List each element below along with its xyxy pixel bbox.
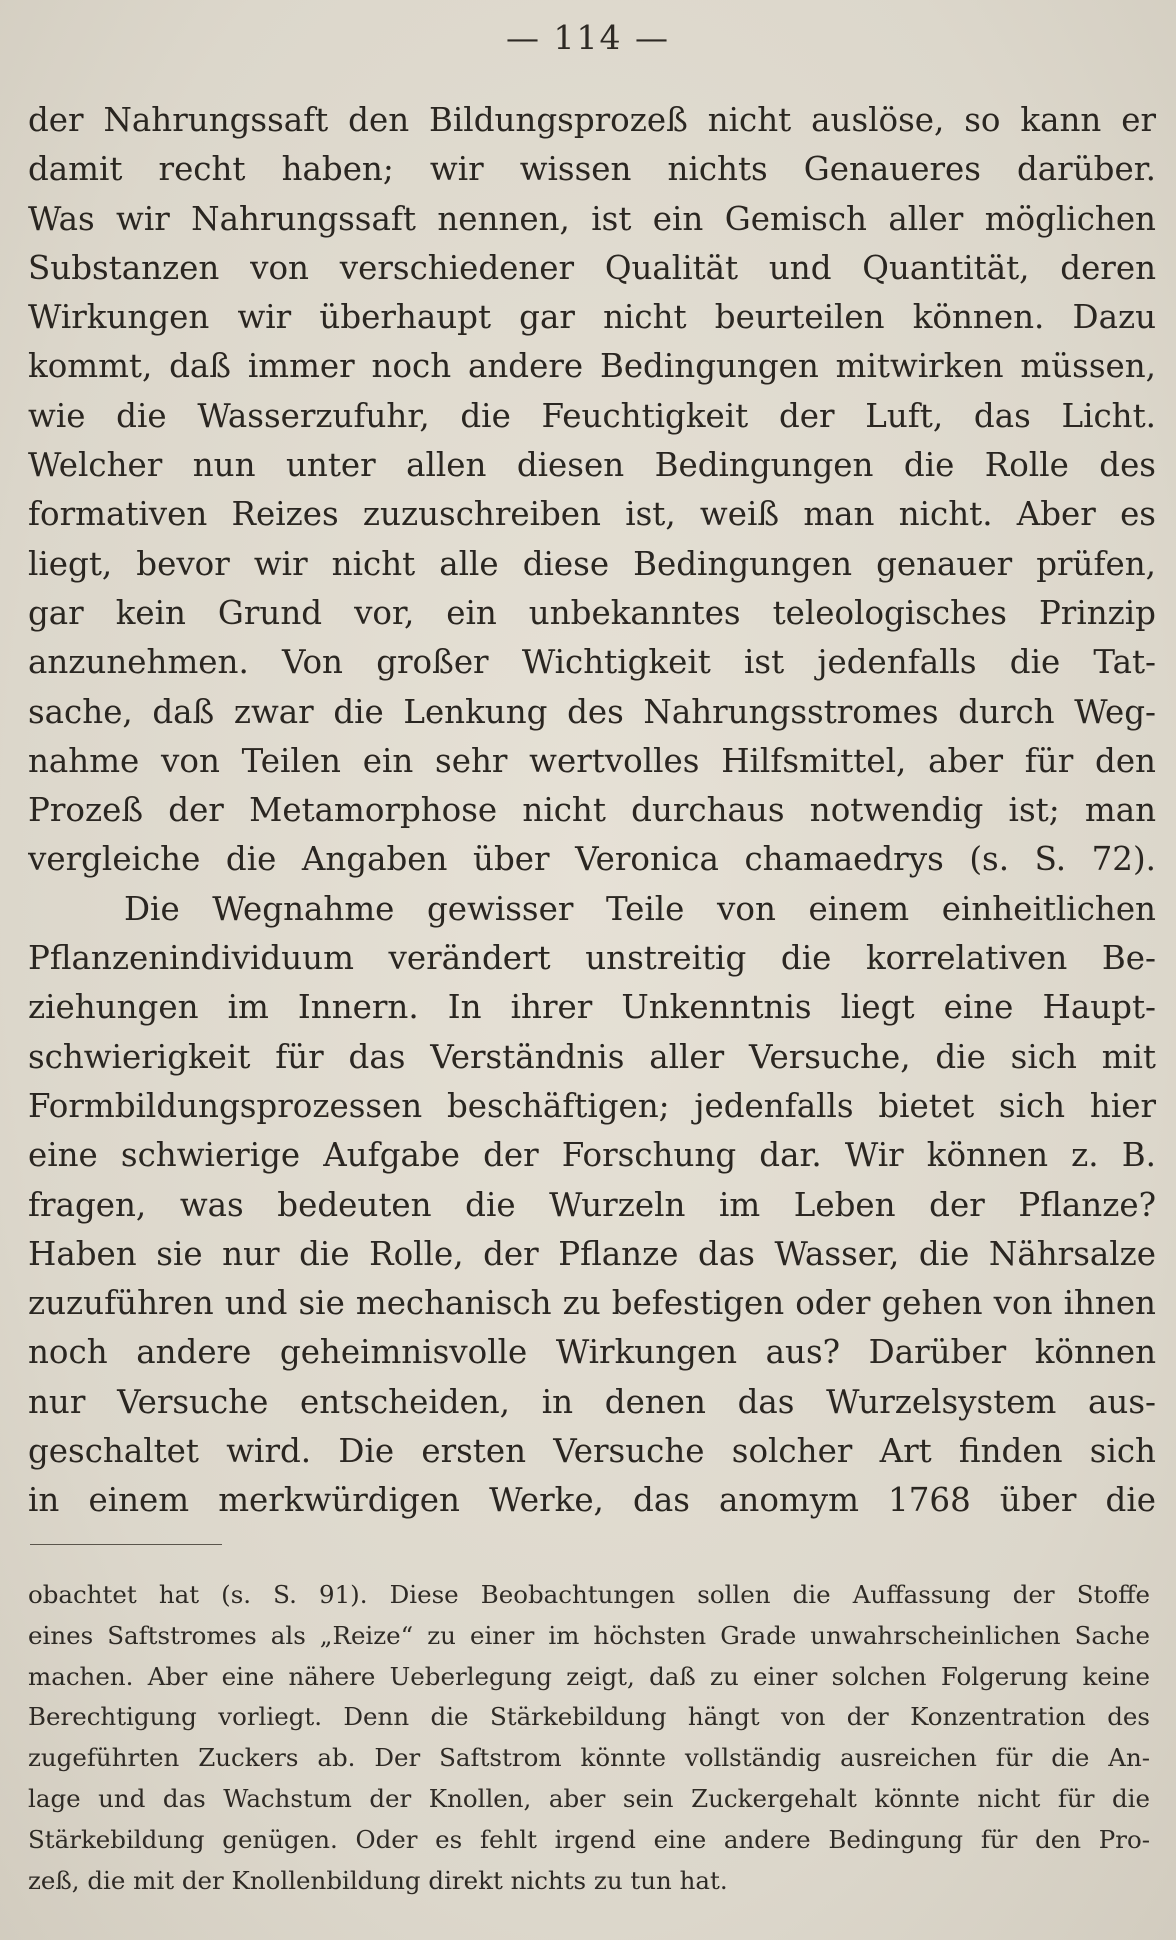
text-line: sache, daß zwar die Lenkung des Nahrungsstromes durch Weg- — [28, 692, 1156, 731]
text-line: eine schwierige Aufgabe der Forschung dar. Wir können z. B. — [28, 1136, 1156, 1175]
page-number: — 114 — — [506, 18, 670, 57]
text-line: liegt, bevor wir nicht alle diese Bedingungen genauer prüfen, — [28, 544, 1156, 583]
text-line: nur Versuche entscheiden, in denen das Wurzelsystem aus- — [28, 1382, 1156, 1421]
text-line: Pflanzenindividuum verändert unstreitig die korrelativen Be- — [28, 939, 1156, 978]
text-line: Formbildungsprozessen beschäftigen; jedenfalls bietet sich hier — [28, 1086, 1156, 1125]
footnote-line: eines Saftstromes als „Reize“ zu einer im höchsten Grade unwahrscheinlichen Sache — [28, 1620, 1150, 1650]
text-line: in einem merkwürdigen Werke, das anomym 1768 über die — [28, 1481, 1156, 1520]
footnote-divider — [30, 1544, 222, 1545]
text-line: vergleiche die Angaben über Veronica chamaedrys (s. S. 72). — [28, 840, 1156, 879]
footnote-line: lage und das Wachstum der Knollen, aber sein Zuckergehalt könnte nicht für die — [28, 1783, 1150, 1813]
paragraph-start-line: Die Wegnahme gewisser Teile von einem einheitlichen — [124, 889, 1156, 928]
footnote-line: Stärkebildung genügen. Oder es fehlt irgend eine andere Bedingung für den Pro- — [28, 1824, 1150, 1854]
text-line: schwierigkeit für das Verständnis aller Versuche, die sich mit — [28, 1037, 1156, 1076]
text-line: Prozeß der Metamorphose nicht durchaus notwendig ist; man — [28, 791, 1156, 830]
footnote-line: machen. Aber eine nähere Ueberlegung zeigt, daß zu einer solchen Folgerung keine — [28, 1661, 1150, 1691]
footnote — [28, 1575, 1150, 1901]
text-line: Welcher nun unter allen diesen Bedingungen die Rolle des — [28, 446, 1156, 485]
footnote-line: zugeführten Zuckers ab. Der Saftstrom könnte vollständig ausreichen für die An- — [28, 1743, 1150, 1773]
main-text — [28, 96, 1156, 1526]
text-line: gar kein Grund vor, ein unbekanntes teleologisches Prinzip — [28, 593, 1156, 632]
text-line: nahme von Teilen ein sehr wertvolles Hilfsmittel, aber für den — [28, 741, 1156, 780]
text-line: Haben sie nur die Rolle, der Pflanze das Wasser, die Nährsalze — [28, 1234, 1156, 1273]
text-line: zuzuführen und sie mechanisch zu befestigen oder gehen von ihnen — [28, 1284, 1156, 1323]
text-line: ziehungen im Innern. In ihrer Unkenntnis liegt eine Haupt- — [28, 988, 1156, 1027]
text-line: noch andere geheimnisvolle Wirkungen aus? Darüber können — [28, 1333, 1156, 1372]
text-line: kommt, daß immer noch andere Bedingungen mitwirken müssen, — [28, 347, 1156, 386]
text-line: wie die Wasserzufuhr, die Feuchtigkeit der Luft, das Licht. — [28, 396, 1156, 435]
text-line: anzunehmen. Von großer Wichtigkeit ist jedenfalls die Tat- — [28, 643, 1156, 682]
text-line: Substanzen von verschiedener Qualität und Quantität, deren — [28, 248, 1156, 287]
footnote-line: Berechtigung vorliegt. Denn die Stärkebildung hängt von der Konzentration des — [28, 1702, 1150, 1732]
text-line: Was wir Nahrungssaft nennen, ist ein Gemisch aller möglichen — [28, 199, 1156, 238]
text-line: der Nahrungssaft den Bildungsprozeß nicht auslöse, so kann er — [28, 101, 1156, 139]
text-line: damit recht haben; wir wissen nichts Genaueres darüber. — [28, 150, 1156, 189]
footnote-line: obachtet hat (s. S. 91). Diese Beobachtungen sollen die Auffassung der Stoffe — [28, 1580, 1150, 1609]
text-line: Wirkungen wir überhaupt gar nicht beurteilen können. Dazu — [28, 298, 1156, 337]
text-line: formativen Reizes zuzuschreiben ist, weiß man nicht. Aber es — [28, 495, 1156, 534]
text-line: fragen, was bedeuten die Wurzeln im Leben der Pflanze? — [28, 1185, 1156, 1224]
text-line: geschaltet wird. Die ersten Versuche solcher Art finden sich — [28, 1432, 1156, 1471]
footnote-line: zeß, die mit der Knollenbildung direkt nichts zu tun hat. — [28, 1865, 728, 1895]
